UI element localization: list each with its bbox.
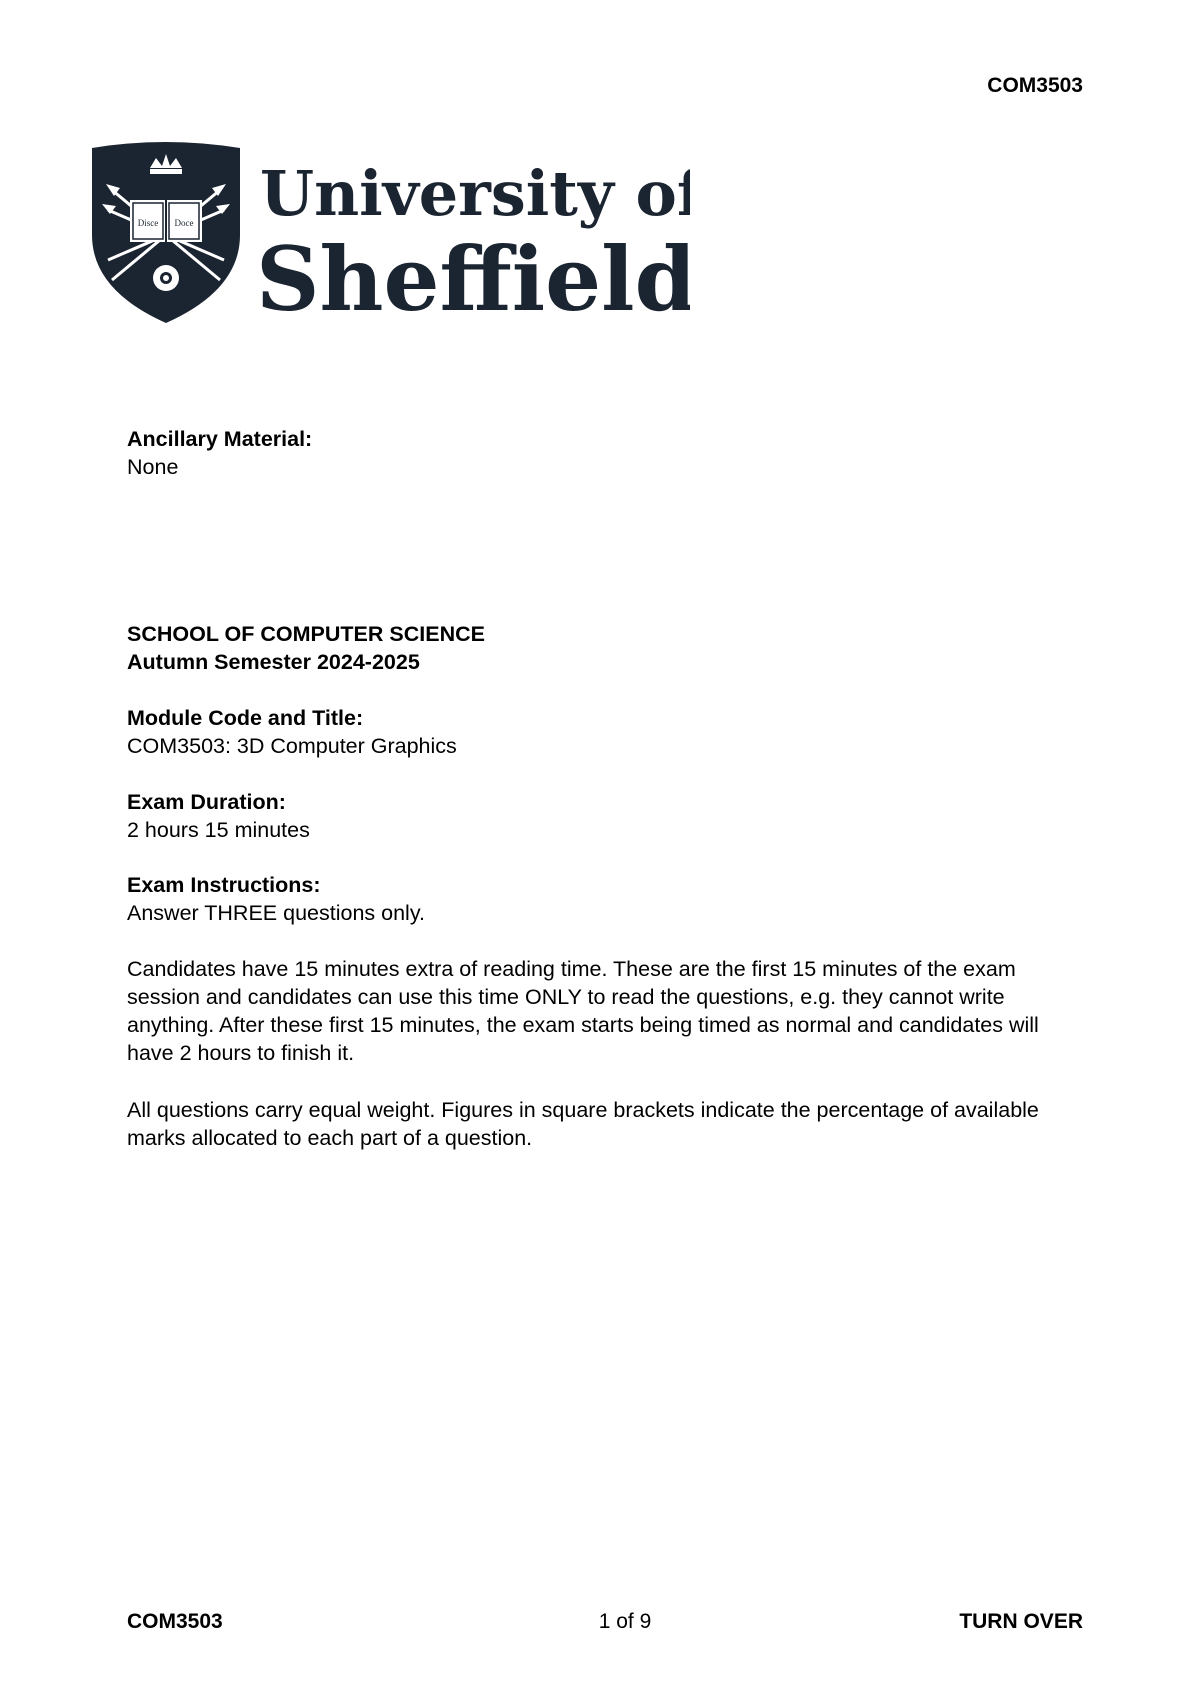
page-of: of bbox=[616, 1610, 634, 1633]
weighting-paragraph bbox=[127, 1096, 1072, 1152]
instructions-label: Exam Instructions: bbox=[127, 873, 321, 897]
shield-crest-icon bbox=[92, 142, 240, 323]
module-label: Module Code and Title: bbox=[127, 706, 364, 730]
duration-section bbox=[127, 788, 1082, 844]
ancillary-section bbox=[127, 425, 1082, 481]
header-module-code: COM3503 bbox=[987, 74, 1083, 97]
weighting-text: All questions carry equal weight. Figures in square brackets indicate the percentage of available marks allocated to each part of a question. bbox=[127, 1098, 1039, 1150]
university-logo bbox=[90, 140, 690, 325]
school-section bbox=[127, 620, 1082, 676]
footer-turn-over: TURN OVER bbox=[959, 1610, 1083, 1633]
logo-line-1: University of bbox=[260, 157, 690, 230]
semester: Autumn Semester 2024-2025 bbox=[127, 650, 420, 674]
reading-time-text: Candidates have 15 minutes extra of reading time. These are the first 15 minutes of the exam session and candidates can use this time ONLY to read the questions, e.g. they cannot write anything. After these first 15 minutes, the exam starts being timed as normal and candidates will have 2 hours to finish it. bbox=[127, 957, 1039, 1065]
footer-module-code: COM3503 bbox=[127, 1610, 223, 1633]
reading-time-paragraph bbox=[127, 955, 1072, 1067]
page-current: 1 bbox=[598, 1610, 611, 1633]
duration-value: 2 hours 15 minutes bbox=[127, 818, 310, 842]
logo-book-right: Doce bbox=[174, 218, 194, 228]
ancillary-value: None bbox=[127, 455, 179, 479]
logo-book-left: Disce bbox=[137, 218, 159, 228]
page-total: 9 bbox=[639, 1610, 652, 1633]
module-value: COM3503: 3D Computer Graphics bbox=[127, 734, 457, 758]
logo-line-2: Sheffield bbox=[256, 227, 690, 325]
ancillary-label: Ancillary Material: bbox=[127, 427, 313, 451]
duration-label: Exam Duration: bbox=[127, 790, 286, 814]
instructions-section bbox=[127, 871, 1082, 927]
school-name: SCHOOL OF COMPUTER SCIENCE bbox=[127, 622, 485, 646]
instructions-value: Answer THREE questions only. bbox=[127, 901, 425, 925]
module-section bbox=[127, 704, 1082, 760]
